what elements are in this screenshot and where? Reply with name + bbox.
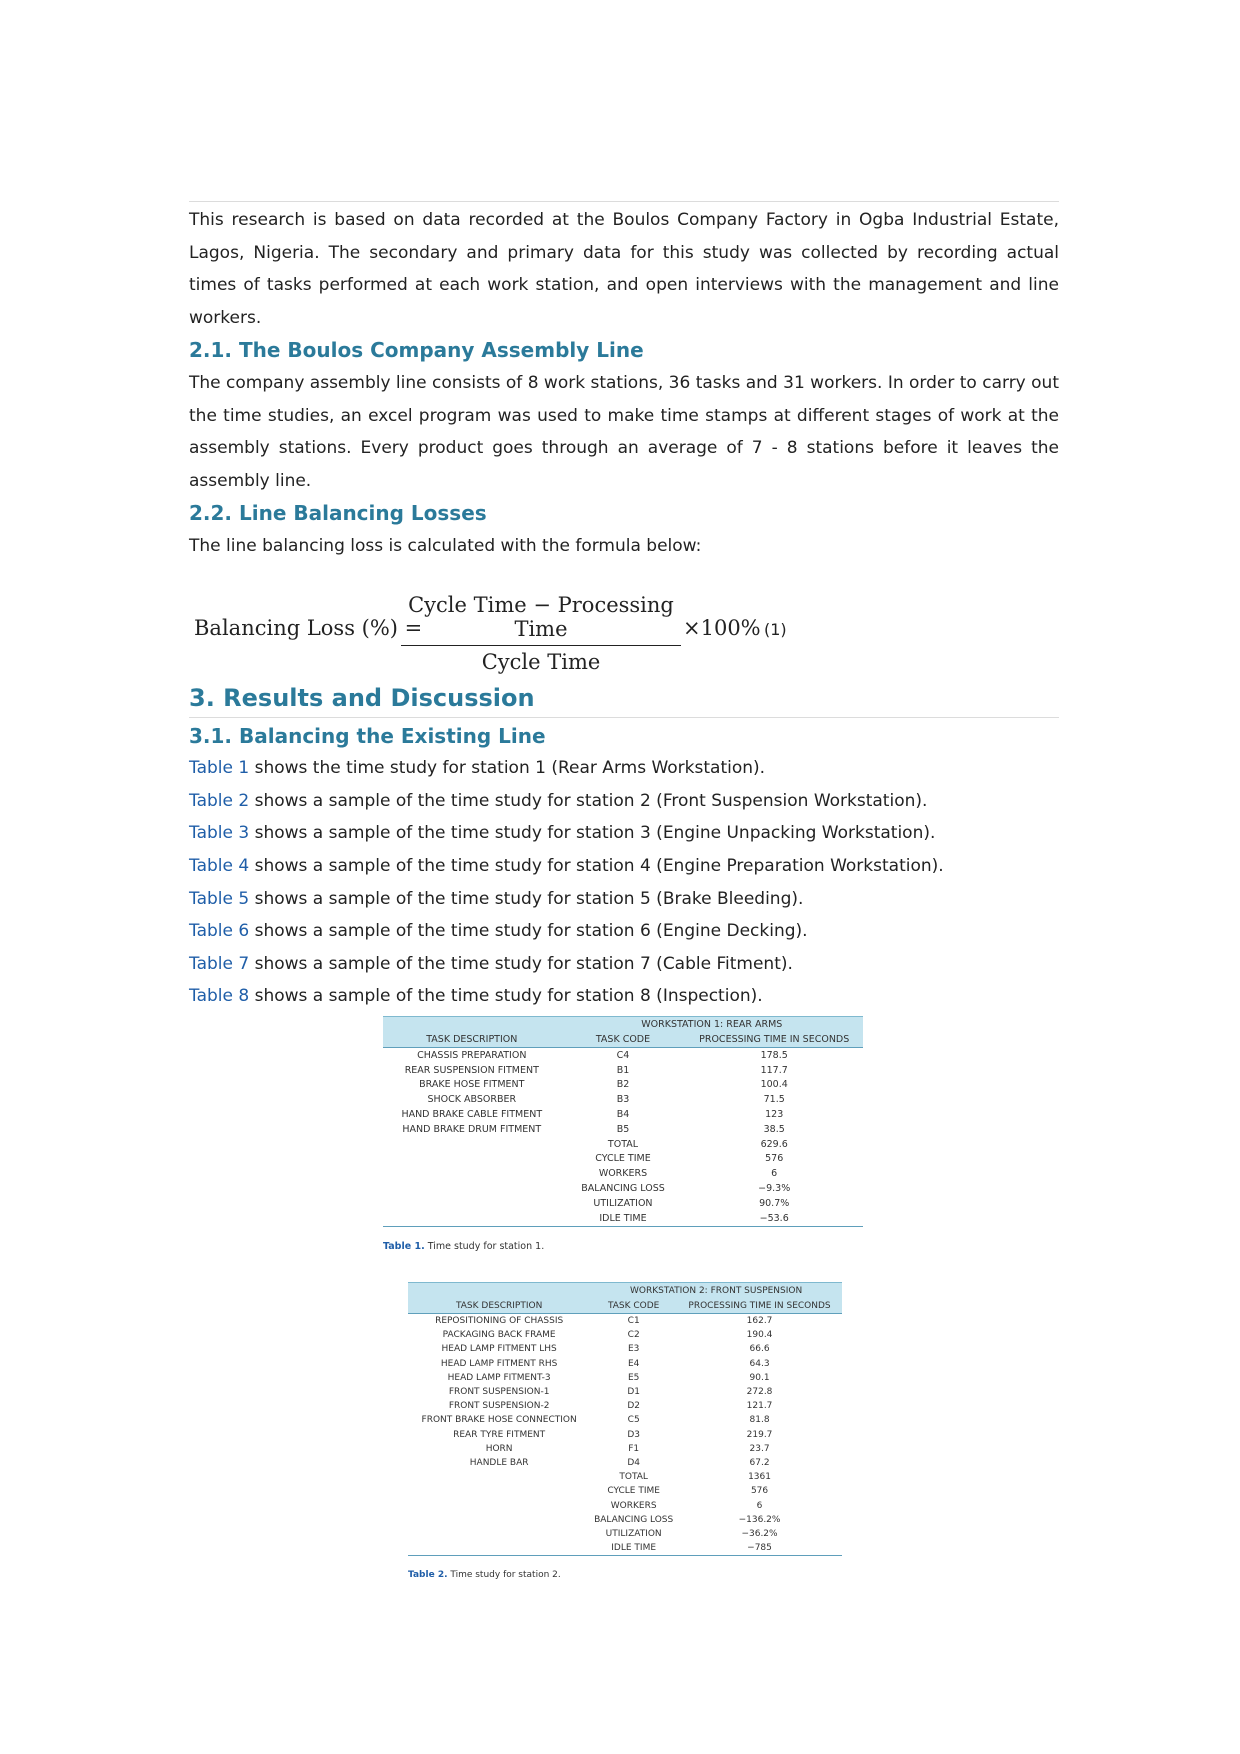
formula-denominator: Cycle Time bbox=[481, 649, 601, 674]
list-item: Table 4 shows a sample of the time study for station 4 (Engine Preparation Workstation). bbox=[189, 855, 944, 876]
table-cell: D3 bbox=[627, 1429, 640, 1440]
table-2-figure bbox=[408, 1282, 842, 1580]
table-row bbox=[383, 1137, 863, 1152]
table-cell: BALANCING LOSS bbox=[581, 1183, 665, 1195]
table-cell: 71.5 bbox=[763, 1094, 785, 1106]
article-body bbox=[189, 201, 1059, 1013]
table-cell: HORN bbox=[485, 1443, 513, 1454]
table-cell: WORKERS bbox=[598, 1168, 648, 1180]
table-2-body bbox=[408, 1314, 842, 1556]
table-cell: 190.4 bbox=[746, 1330, 773, 1341]
table-cell: C4 bbox=[616, 1049, 630, 1061]
table-cell: HEAD LAMP FITMENT-3 bbox=[447, 1372, 551, 1383]
column-header: TASK DESCRIPTION bbox=[408, 1298, 590, 1314]
section-2-1-heading: 2.1. The Boulos Company Assembly Line bbox=[189, 338, 644, 363]
table-cell bbox=[408, 1513, 590, 1527]
formula-lhs: Balancing Loss (%) = bbox=[194, 615, 423, 640]
table-row bbox=[383, 1181, 863, 1196]
table-8-link[interactable]: Table 8 bbox=[189, 986, 250, 1007]
table-5-link[interactable]: Table 5 bbox=[189, 888, 250, 909]
table-cell: 23.7 bbox=[749, 1443, 770, 1454]
table-row bbox=[408, 1541, 842, 1556]
table-cell: 629.6 bbox=[760, 1138, 788, 1150]
table-row bbox=[408, 1527, 842, 1541]
table-cell: BALANCING LOSS bbox=[594, 1514, 674, 1525]
table-cell bbox=[383, 1211, 561, 1226]
table-cell: B5 bbox=[616, 1123, 630, 1135]
table-cell: 576 bbox=[765, 1153, 784, 1165]
section-3-1-heading: 3.1. Balancing the Existing Line bbox=[189, 723, 546, 748]
table-cell: TOTAL bbox=[619, 1472, 648, 1483]
table-row bbox=[408, 1385, 842, 1399]
table-cell: BRAKE HOSE FITMENT bbox=[419, 1079, 525, 1091]
table-cell bbox=[408, 1498, 590, 1512]
table-cell: 272.8 bbox=[746, 1387, 773, 1398]
table-cell: 6 bbox=[756, 1500, 763, 1511]
table-cell: B4 bbox=[616, 1109, 630, 1121]
table-2-title: WORKSTATION 2: FRONT SUSPENSION bbox=[590, 1283, 842, 1299]
table-cell bbox=[408, 1470, 590, 1484]
table-cell: REAR SUSPENSION FITMENT bbox=[404, 1064, 539, 1076]
table-cell: B3 bbox=[616, 1094, 630, 1106]
table-cell: E4 bbox=[627, 1358, 640, 1369]
formula-numerator: Cycle Time − Processing Time bbox=[401, 593, 681, 646]
table-cell: HANDLE BAR bbox=[469, 1457, 529, 1468]
column-header: TASK CODE bbox=[561, 1032, 686, 1048]
table-row bbox=[383, 1211, 863, 1226]
table-cell: B2 bbox=[616, 1079, 630, 1091]
table-cell: UTILIZATION bbox=[605, 1528, 662, 1539]
table-cell: E3 bbox=[627, 1344, 640, 1355]
list-item: Table 3 shows a sample of the time study for station 3 (Engine Unpacking Workstation). bbox=[189, 823, 936, 844]
table-cell: TOTAL bbox=[607, 1138, 639, 1150]
table-cell: 90.7% bbox=[759, 1197, 790, 1209]
table-cell: CYCLE TIME bbox=[607, 1486, 660, 1497]
table-6-link[interactable]: Table 6 bbox=[189, 921, 250, 942]
table-cell: 121.7 bbox=[746, 1401, 773, 1412]
table-cell: CHASSIS PREPARATION bbox=[417, 1049, 527, 1061]
table-cell: E5 bbox=[627, 1372, 640, 1383]
formula-fraction bbox=[401, 593, 681, 674]
table-cell: CYCLE TIME bbox=[595, 1153, 651, 1165]
table-cell bbox=[383, 1196, 561, 1211]
table-cell: IDLE TIME bbox=[561, 1211, 686, 1226]
intro-paragraph: This research is based on data recorded at the Boulos Company Factory in Ogba Industrial Estate, Lagos, Nigeria. The secondary and primary data for this study was collected by recording actual times of tasks performed at each work station, and open interviews with the management and line workers. bbox=[189, 210, 1059, 328]
table-cell: HEAD LAMP FITMENT RHS bbox=[440, 1358, 558, 1369]
table-2-caption: Table 2. Time study for station 2. bbox=[408, 1570, 561, 1581]
table-cell: FRONT SUSPENSION-2 bbox=[448, 1401, 550, 1412]
table-cell: 38.5 bbox=[763, 1123, 785, 1135]
table-row bbox=[408, 1428, 842, 1442]
table-cell: PACKAGING BACK FRAME bbox=[442, 1330, 556, 1341]
table-cell: REPOSITIONING OF CHASSIS bbox=[435, 1316, 564, 1327]
table-cell bbox=[383, 1152, 561, 1167]
table-row bbox=[383, 1063, 863, 1078]
table-row bbox=[408, 1470, 842, 1484]
table-cell: −136.2% bbox=[738, 1514, 781, 1525]
table-row bbox=[408, 1442, 842, 1456]
table-1-figure bbox=[383, 1016, 863, 1252]
table-cell: SHOCK ABSORBER bbox=[427, 1094, 517, 1106]
table-4-link[interactable]: Table 4 bbox=[189, 855, 250, 876]
table-cell: −9.3% bbox=[758, 1183, 791, 1195]
table-cell bbox=[408, 1484, 590, 1498]
column-header: TASK DESCRIPTION bbox=[383, 1032, 561, 1048]
column-header: PROCESSING TIME IN SECONDS bbox=[685, 1032, 863, 1048]
table-cell: 117.7 bbox=[760, 1064, 788, 1076]
table-cell: D1 bbox=[627, 1387, 640, 1398]
table-cell: IDLE TIME bbox=[590, 1541, 677, 1556]
table-cell: D4 bbox=[627, 1457, 640, 1468]
list-item: Table 8 shows a sample of the time study for station 8 (Inspection). bbox=[189, 986, 763, 1007]
section-3-heading: 3. Results and Discussion bbox=[189, 683, 535, 712]
table-1-caption: Table 1. Time study for station 1. bbox=[383, 1240, 545, 1252]
table-cell: REAR TYRE FITMENT bbox=[453, 1429, 546, 1440]
section-3-divider bbox=[189, 717, 1059, 718]
list-item: Table 2 shows a sample of the time study for station 2 (Front Suspension Workstation). bbox=[189, 790, 928, 811]
table-cell: 100.4 bbox=[760, 1079, 788, 1091]
table-cell: 576 bbox=[750, 1486, 769, 1497]
table-1-title: WORKSTATION 1: REAR ARMS bbox=[561, 1017, 863, 1033]
table-cell: −53.6 bbox=[685, 1211, 863, 1226]
table-cell: −785 bbox=[677, 1541, 842, 1556]
table-row bbox=[383, 1122, 863, 1137]
table-cell: FRONT SUSPENSION-1 bbox=[448, 1387, 550, 1398]
table-cell: WORKERS bbox=[610, 1500, 657, 1511]
table-2 bbox=[408, 1282, 842, 1556]
table-cell bbox=[383, 1166, 561, 1181]
table-row bbox=[408, 1328, 842, 1342]
table-row bbox=[408, 1342, 842, 1356]
table-cell: D2 bbox=[627, 1401, 640, 1412]
table-cell: 66.6 bbox=[749, 1344, 770, 1355]
list-item: Table 7 shows a sample of the time study for station 7 (Cable Fitment). bbox=[189, 953, 793, 974]
table-row bbox=[383, 1166, 863, 1181]
table-cell: 1361 bbox=[748, 1472, 771, 1483]
table-row bbox=[408, 1513, 842, 1527]
table-row bbox=[408, 1484, 842, 1498]
table-cell: 67.2 bbox=[749, 1457, 770, 1468]
table-cell: HAND BRAKE DRUM FITMENT bbox=[402, 1123, 542, 1135]
column-header: TASK CODE bbox=[590, 1298, 677, 1314]
equation-number: (1) bbox=[764, 619, 787, 639]
table-cell: 81.8 bbox=[749, 1415, 770, 1426]
table-row bbox=[383, 1152, 863, 1167]
column-header: PROCESSING TIME IN SECONDS bbox=[677, 1298, 842, 1314]
table-row bbox=[383, 1092, 863, 1107]
table-cell: F1 bbox=[628, 1443, 640, 1454]
table-cell: 219.7 bbox=[746, 1429, 773, 1440]
table-row bbox=[408, 1498, 842, 1512]
table-row bbox=[383, 1196, 863, 1211]
table-cell: C1 bbox=[627, 1316, 640, 1327]
table-cell: −36.2% bbox=[741, 1528, 778, 1539]
table-cell bbox=[383, 1181, 561, 1196]
list-item: Table 1 shows the time study for station 1 (Rear Arms Workstation). bbox=[189, 758, 766, 779]
table-cell: C5 bbox=[627, 1415, 640, 1426]
balancing-loss-formula bbox=[189, 563, 1059, 675]
table-7-link[interactable]: Table 7 bbox=[189, 953, 250, 974]
top-divider bbox=[189, 201, 1059, 202]
list-item: Table 5 shows a sample of the time study for station 5 (Brake Bleeding). bbox=[189, 888, 804, 909]
table-1-body bbox=[383, 1048, 863, 1227]
table-cell: C2 bbox=[627, 1330, 640, 1341]
formula-rhs: ×100% bbox=[683, 615, 761, 640]
table-row bbox=[408, 1314, 842, 1329]
table-cell: 123 bbox=[765, 1109, 784, 1121]
table-reference-list bbox=[189, 752, 1059, 1013]
table-cell: UTILIZATION bbox=[593, 1197, 653, 1209]
section-2-1-paragraph: The company assembly line consists of 8 work stations, 36 tasks and 31 workers. In order to carry out the time studies, an excel program was used to make time stamps at different stages of work at the assembly stations. Every product goes through an average of 7 - 8 stations before it leaves the assembly line. bbox=[189, 372, 1059, 491]
table-row bbox=[383, 1078, 863, 1093]
table-cell: FRONT BRAKE HOSE CONNECTION bbox=[421, 1415, 577, 1426]
list-item: Table 6 shows a sample of the time study for station 6 (Engine Decking). bbox=[189, 921, 808, 942]
section-2-2-heading: 2.2. Line Balancing Losses bbox=[189, 501, 487, 526]
table-1-link[interactable]: Table 1 bbox=[189, 758, 250, 779]
table-cell: 6 bbox=[771, 1168, 778, 1180]
table-row bbox=[408, 1456, 842, 1470]
table-cell: 90.1 bbox=[749, 1372, 770, 1383]
table-cell: 162.7 bbox=[746, 1316, 773, 1327]
table-cell: 178.5 bbox=[760, 1049, 788, 1061]
table-3-link[interactable]: Table 3 bbox=[189, 823, 250, 844]
table-cell: HAND BRAKE CABLE FITMENT bbox=[401, 1109, 543, 1121]
section-2-2-paragraph: The line balancing loss is calculated with the formula below: bbox=[189, 535, 702, 556]
table-row bbox=[408, 1357, 842, 1371]
table-cell: 64.3 bbox=[749, 1358, 770, 1369]
table-cell bbox=[408, 1527, 590, 1541]
table-row bbox=[383, 1048, 863, 1063]
table-cell: HEAD LAMP FITMENT LHS bbox=[441, 1344, 557, 1355]
table-row bbox=[408, 1371, 842, 1385]
table-row bbox=[408, 1399, 842, 1413]
table-cell bbox=[383, 1137, 561, 1152]
table-1 bbox=[383, 1016, 863, 1227]
table-cell bbox=[408, 1541, 590, 1556]
table-row bbox=[408, 1413, 842, 1427]
table-2-link[interactable]: Table 2 bbox=[189, 790, 250, 811]
table-cell: B1 bbox=[616, 1064, 630, 1076]
table-row bbox=[383, 1107, 863, 1122]
